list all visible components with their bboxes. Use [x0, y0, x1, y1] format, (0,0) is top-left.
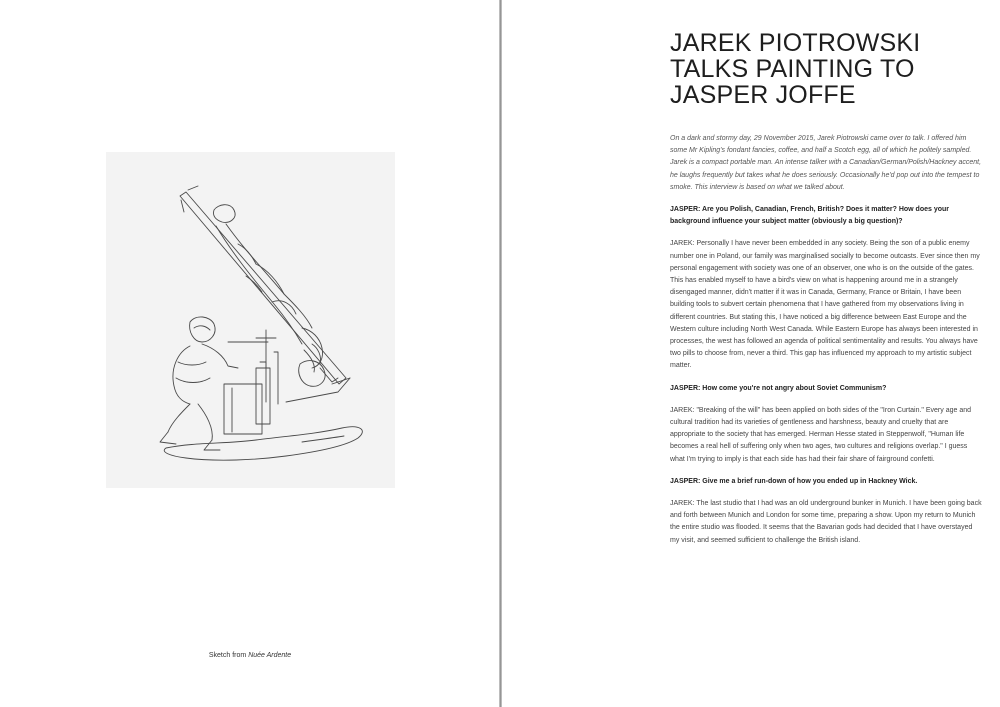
answer-2: JAREK: "Breaking of the will" has been applied on both sides of the "Iron Curtain." Every age and cultural tradition had its varieties of gentleness and harshness, beauty and cruelty that are appropriate to the society that has emerged. Herman Hesse stated in Steppenwolf, "Human life becomes a real hell of suffering only when two ages, two cultures and religions overlap." I guess what I'm trying to imply is that each side has had their fair share of fairground confetti.: [670, 406, 972, 463]
article-title: [670, 30, 970, 108]
title-line-2: TALKS PAINTING TO: [670, 55, 915, 83]
question-1: JASPER: Are you Polish, Canadian, French, British? Does it matter? How does your background influence your subject matter (obviously a big question)?: [670, 206, 950, 226]
left-page: [0, 0, 499, 707]
question-3: JASPER: Give me a brief run-down of how you ended up in Hackney Wick.: [670, 477, 918, 485]
intro-paragraph: On a dark and stormy day, 29 November 2015, Jarek Piotrowski came over to talk. I offered him some Mr Kipling's fondant fancies, coffee, and half a Scotch egg, all of which he politely sampled. Jarek is a compact portable man. An intense talker with a Canadian/German/Polish/Hackney accent, he laughs frequently but takes what he does seriously. Occasionally he'd pop out into the tempest to smoke. This interview is based on what we talked about.: [670, 135, 982, 191]
title-line-1: JAREK PIOTROWSKI: [670, 29, 921, 57]
sketch-caption: [150, 652, 350, 659]
question-2: JASPER: How come you're not angry about Soviet Communism?: [670, 384, 887, 392]
sketch-illustration: [106, 152, 395, 488]
title-line-3: JASPER JOFFE: [670, 81, 856, 109]
caption-prefix: Sketch from: [208, 652, 247, 659]
answer-3: JAREK: The last studio that I had was an old underground bunker in Munich. I have been going back and forth between Munich and London for some time, preparing a show. Upon my return to Munich the entire studio was flooded. It seems that the Bavarian gods had decided that I have overstayed my visit, and seemed sufficient to challenge the British island.: [670, 500, 982, 544]
article-body: [670, 133, 982, 557]
answer-1: JAREK: Personally I have never been embedded in any society. Being the son of a public enemy number one in Poland, our family was marginalised socially to become outcasts. Ever since then my personal engagement with society was one of an observer, one who is on the outside of the gates. This has enabled myself to have a bird's view on what is happening around me in a strangely disengaged manner, didn't matter if it was in Canada, Germany, France or Britain, I have been building tools to subvert certain phenomena that I have gathered from my observations living in different countries. But stating this, I have noticed a big difference between East Europe and the Western culture including North West Canada. While Eastern Europe has always been interested in processes, the west has followed an agenda of political sentimentality and results. You always have two pills to choose from, never a third. This gap has influenced my approach to my artistic subject matter.: [670, 240, 980, 370]
sketch-drawing: [106, 152, 395, 488]
caption-title: Nuée Ardente: [248, 652, 292, 659]
